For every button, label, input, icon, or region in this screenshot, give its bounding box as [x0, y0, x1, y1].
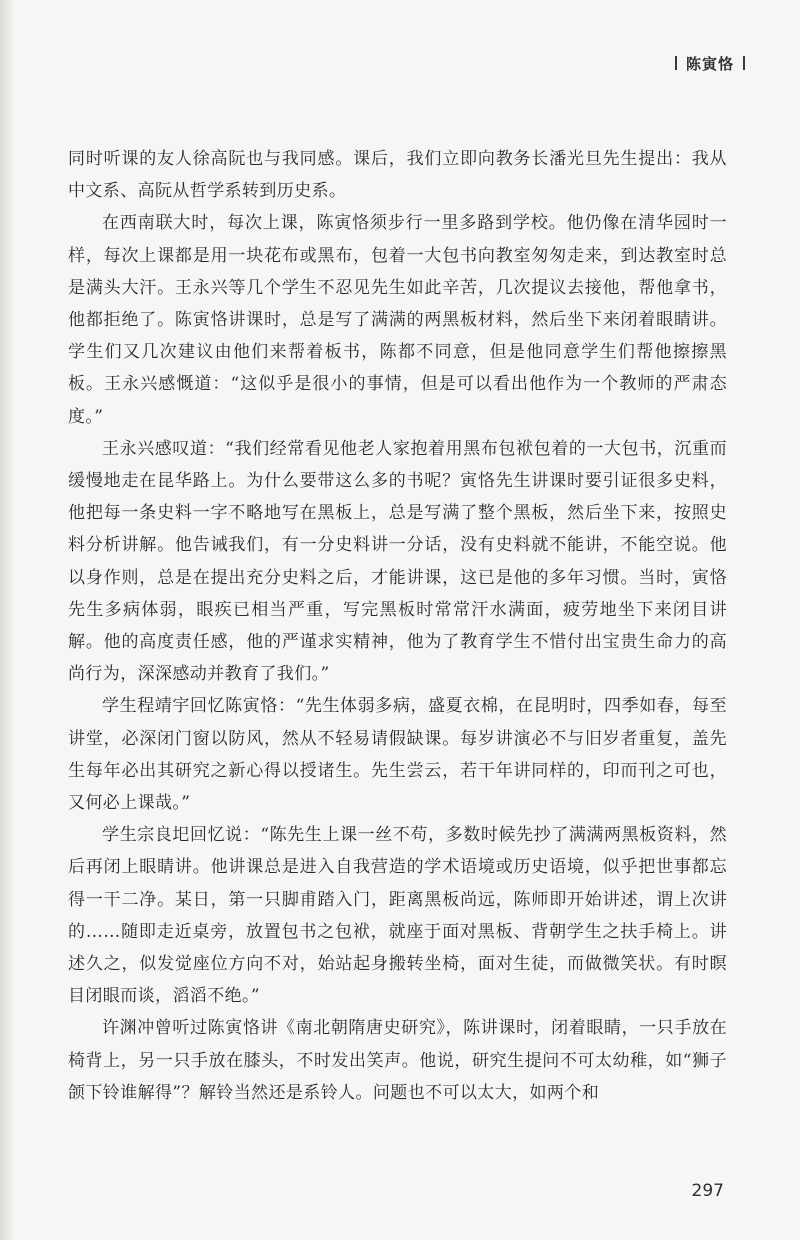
header-divider-right	[743, 56, 745, 70]
running-title: 陈寅恪	[685, 55, 734, 73]
paragraph-1: 同时听课的友人徐高阮也与我同感。课后，我们立即向教务长潘光旦先生提出：我从中文系、高阮从哲学系转到历史系。	[68, 149, 727, 202]
body-text	[68, 143, 727, 1109]
paragraph-6: 许渊冲曾听过陈寅恪讲《南北朝隋唐史研究》，陈讲课时，闭着眼睛，一只手放在椅背上，另一只手放在膝头，不时发出笑声。他说，研究生提问不可太幼稚，如“狮子颌下铃谁解得”？解铃当然还是系铃人。问题也不可以太大，如两个和	[68, 1018, 727, 1103]
paragraph-3: 王永兴感叹道：“我们经常看见他老人家抱着用黑布包袱包着的一大包书，沉重而缓慢地走在昆华路上。为什么要带这么多的书呢？寅恪先生讲课时要引证很多史料，他把每一条史料一字不略地写在黑板上，总是写满了整个黑板，然后坐下来，按照史料分析讲解。他告诫我们，有一分史料讲一分话，没有史料就不能讲，不能空说。他以身作则，总是在提出充分史料之后，才能讲课，这已是他的多年习惯。当时，寅恪先生多病体弱，眼疾已相当严重，写完黑板时常常汗水满面，疲劳地坐下来闭目讲解。他的高度责任感，他的严谨求实精神，他为了教育学生不惜付出宝贵生命力的高尚行为，深深感动并教育了我们。”	[68, 438, 727, 685]
page-gutter-shadow	[0, 0, 14, 1240]
paragraph-5: 学生宗良圯回忆说：“陈先生上课一丝不苟，多数时候先抄了满满两黑板资料，然后再闭上眼睛讲。他讲课总是进入自我营造的学术语境或历史语境，似乎把世事都忘得一干二净。某日，第一只脚甫踏入门，距离黑板尚远，陈师即开始讲述，谓上次讲的……随即走近桌旁，放置包书之包袱，就座于面对黑板、背朝学生之扶手椅上。讲述久之，似发觉座位方向不对，始站起身搬转坐椅，面对生徒，而做微笑状。有时瞑目闭眼而谈，滔滔不绝。”	[68, 825, 727, 1007]
page-number: 297	[691, 1181, 724, 1201]
running-header	[666, 53, 754, 74]
paragraph-4: 学生程靖宇回忆陈寅恪：“先生体弱多病，盛夏衣棉，在昆明时，四季如春，每至讲堂，必深闭门窗以防风，然从不轻易请假缺课。每岁讲演必不与旧岁者重复，盖先生每年必出其研究之新心得以授诸生。先生尝云，若干年讲同样的，印而刊之可也，又何必上课哉。”	[68, 696, 727, 814]
header-divider-left	[675, 56, 677, 70]
paragraph-2: 在西南联大时，每次上课，陈寅恪须步行一里多路到学校。他仍像在清华园时一样，每次上课都是用一块花布或黑布，包着一大包书向教室匆匆走来，到达教室时总是满头大汗。王永兴等几个学生不忍见先生如此辛苦，几次提议去接他，帮他拿书，他都拒绝了。陈寅恪讲课时，总是写了满满的两黑板材料，然后坐下来闭着眼睛讲。学生们又几次建议由他们来帮着板书，陈都不同意，但是他同意学生们帮他擦擦黑板。王永兴感慨道：“这似乎是很小的事情，但是可以看出他作为一个教师的严肃态度。”	[68, 213, 727, 427]
